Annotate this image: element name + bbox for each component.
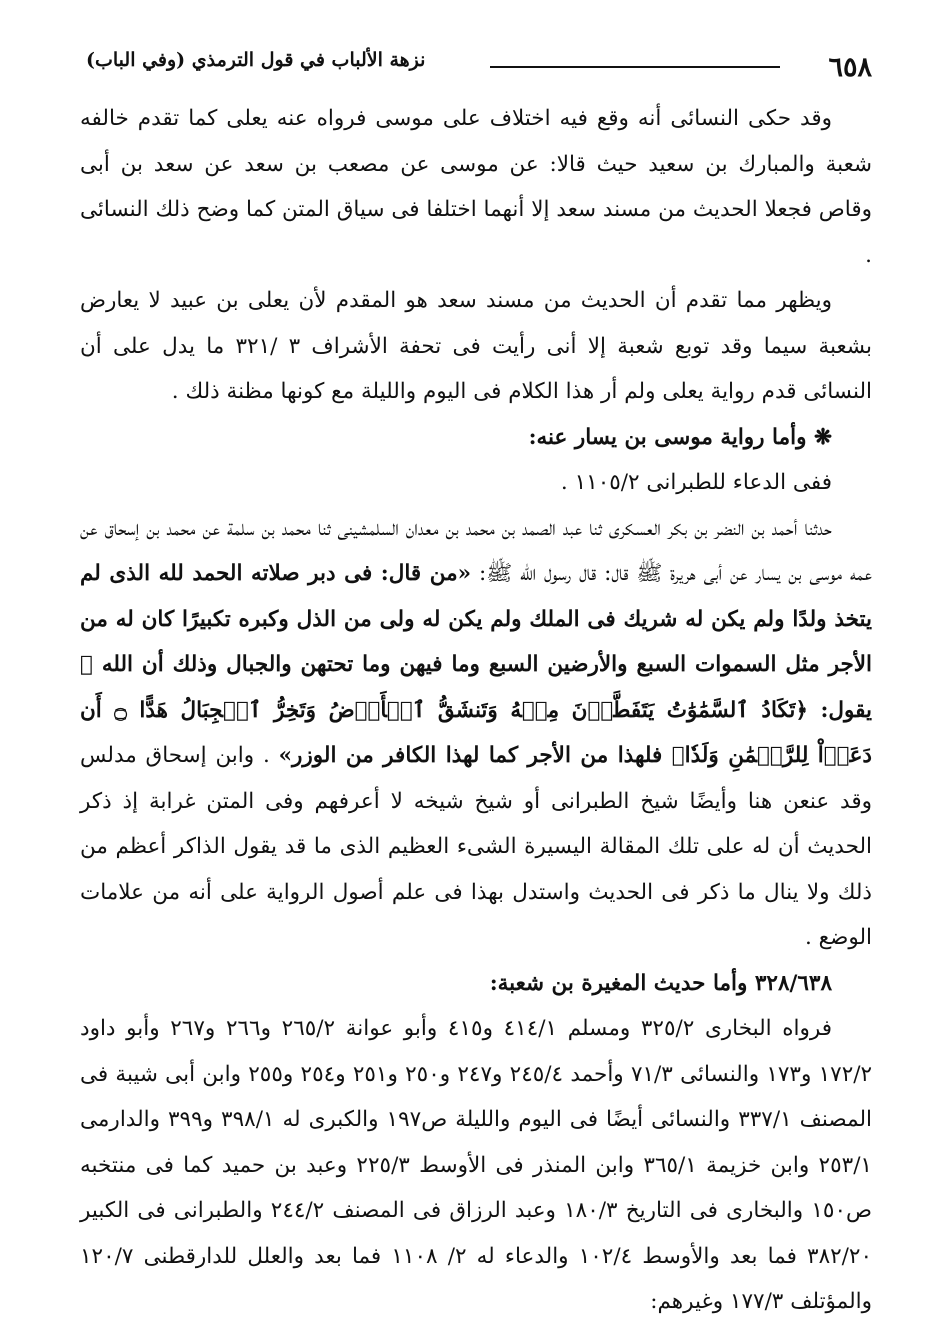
star-ornament-icon: ❋ [813,424,832,450]
paragraph-isnad-hadith [80,506,872,961]
paragraph-nasai-disagreement: وقد حكى النسائى أنه وقع فيه اختلاف على موسى فرواه عنه يعلى كما تقدم خالفه شعبة والمبارك بن سعيد حيث قالا: عن موسى عن مصعب بن سعد عن سعد بن أبى وقاص فجعلا الحديث من مسند سعد إلا أنهما اختلفا فى سياق المتن كما وضح ذلك النسائى . [80,106,872,268]
page-body [80,96,872,1325]
running-title: نزهة الألباب في قول الترمذي (وفي الباب) [86,49,426,71]
header-rule [490,66,780,68]
hadith-commentary: . وابن إسحاق مدلس وقد عنعن هنا وأيضًا شيخ الطبرانى أو شيخ شيخه لا أعرفهم وفى المتن غرابة إذ ذكر الحديث أن له على تلك المقالة اليسيرة الشىء العظيم الذى ما قد يقول الذاكر أعظم من ذلك ولا ينال ما ذكر فى الحديث واستدل بهذا فى علم أصول الرواية على أنه من علامات الوضع . [80,743,872,950]
paragraph-saad-musnad: ويظهر مما تقدم أن الحديث من مسند سعد هو المقدم لأن يعلى بن عبيد لا يعارض بشعبة سيما وقد توبع شعبة إلا أنى رأيت فى تحفة الأشراف ٣ /٣٢١ ما يدل على أن النسائى قدم رواية يعلى ولم أر هذا الكلام فى اليوم والليلة مع كونها مظنة ذلك . [80,288,872,404]
paragraph-mughira-sources: فرواه البخارى ٣٢٥/٢ ومسلم ٤١٤/١ و٤١٥ وأبو عوانة ٢٦٥/٢ و٢٦٦ و٢٦٧ وأبو داود ١٧٢/٢ و١٧٣ والنسائى ٧١/٣ وأحمد ٢٤٥/٤ و٢٤٧ و٢٥٠ و٢٥١ و٢٥٤ و٢٥٥ وابن أبى شيبة فى المصنف ٣٣٧/١ والنسائى أيضًا فى اليوم والليلة ص١٩٧ والكبرى له ٣٩٨/١ و٣٩٩ والدارمى ٢٥٣/١ وابن خزيمة ٣٦٥/١ وابن المنذر فى الأوسط ٢٢٥/٣ وعبد بن حميد كما فى منتخبه ص١٥٠ والبخارى فى التاريخ ١٨٠/٣ وعبد الرزاق فى المصنف ٢٤٤/٢ والطبرانى فى الكبير ٣٨٢/٢٠ فما بعد والأوسط ١٠٢/٤ والدعاء له ٢/ ١١٠٨ فما بعد والعلل للدارقطنى ١٢٠/٧ والمؤتلف ١٧٧/٣ وغيرهم: [80,1016,873,1314]
section-heading-mughira: ٣٢٨/٦٣٨ وأما حديث المغيرة بن شعبة: [489,970,832,996]
page-number: ٦٥٨ [828,52,872,83]
section-heading-musa-bin-yasar [80,415,872,461]
paragraph-dua-tabarani: ففى الدعاء للطبرانى ١١٠٥/٢ . [560,470,832,495]
hadith-matn: «من قال: فى دبر صلاته الحمد لله الذى لم يتخذ ولدًا ولم يكن له شريك فى الملك ولم يكن له ولى من الذل وكبره تكبيرًا كان له من الأجر مثل السموات السبع والأرضين السبع وما فيهن وما تحتهن والجبال وذلك أن الله ﷻ يقول: ﴿تَكَادُ ٱلسَّمَٰوَٰتُ يَتَفَطَّرۡنَ مِنۡهُ وَتَنشَقُّ ٱلۡأَرۡضُ وَتَخِرُّ ٱلۡجِبَالُ هَدًّا ۝ أَن دَعَوۡاْ لِلرَّحۡمَٰنِ وَلَدٗا﴾ فلهذا من الأجر كما لهذا الكافر من الوزر» [80,561,872,768]
page-header [80,42,872,82]
section-heading-text: وأما رواية موسى بن يسار عنه: [528,424,807,450]
book-page [80,42,872,1322]
isnad-text: حدثنا أحمد بن النضر بن بكر العسكرى ثنا عبد الصمد بن محمد بن معدان السلمشينى ثنا محمد بن سلمة عن محمد بن إسحاق عن عمه موسى بن يسار عن أبى هريرة ﷺ قال: قال رسول الله ﷺ: [80,515,872,586]
